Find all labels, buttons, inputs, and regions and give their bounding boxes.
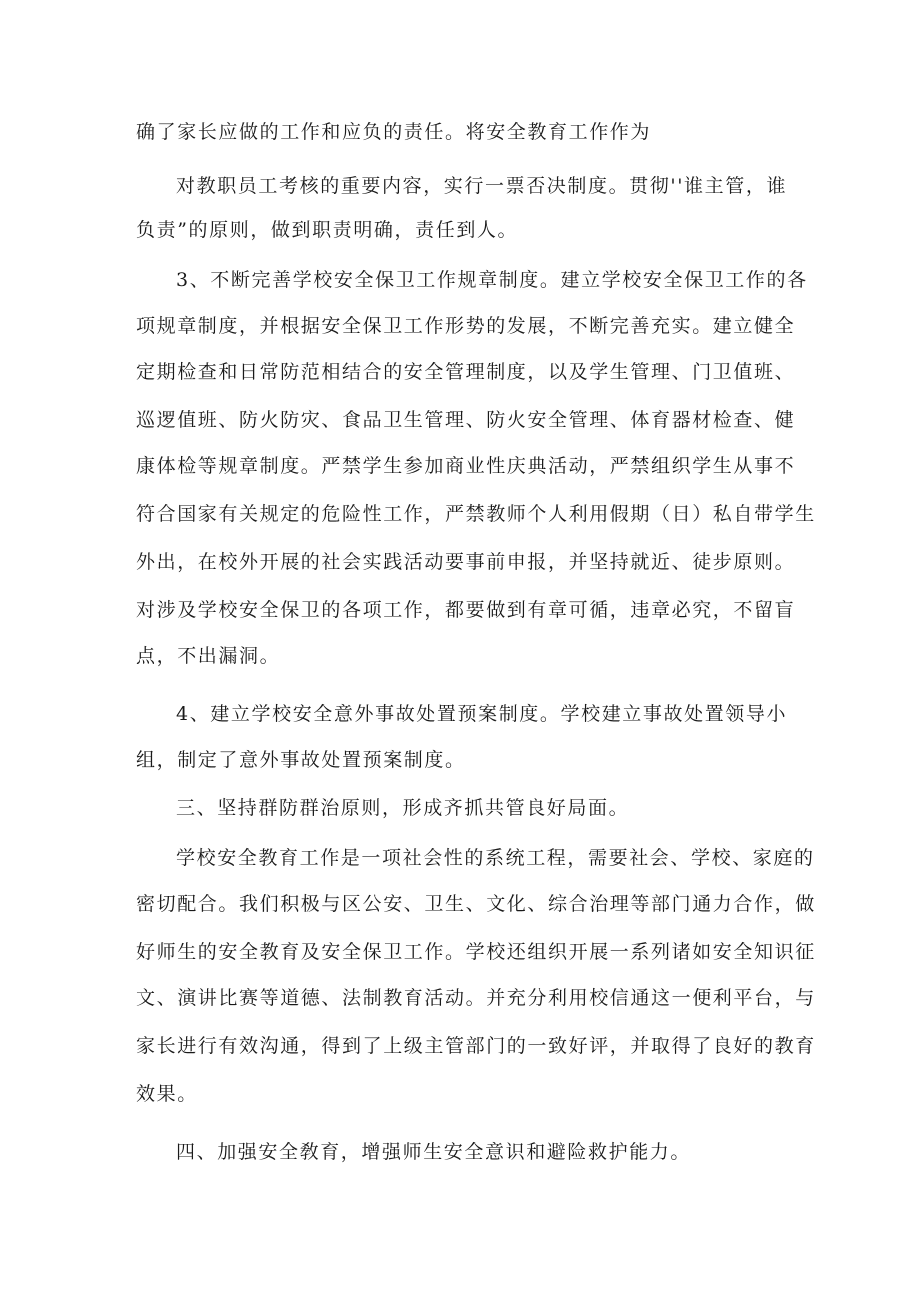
text-line: 3、不断完善学校安全保卫工作规章制度。建立学校安全保卫工作的各 xyxy=(176,269,808,291)
text-line: 学校安全教育工作是一项社会性的系统工程，需要社会、学校、家庭的 xyxy=(176,847,815,869)
text-line: 密切配合。我们积极与区公安、卫生、文化、综合治理等部门通力合作，做 xyxy=(136,893,816,915)
text-line: 点，不出漏洞。 xyxy=(136,645,281,667)
text-line: 康体检等规章制度。严禁学生参加商业性庆典活动，严禁组织学生从事不 xyxy=(136,455,796,477)
text-line: 文、演讲比赛等道德、法制教育活动。并充分利用校信通这一便利平台，与 xyxy=(136,987,816,1009)
text-line: 家长进行有效沟通，得到了上级主管部门的一致好评，并取得了良好的教育 xyxy=(136,1035,816,1057)
text-line: 外出，在校外开展的社会实践活动要事前申报，并坚持就近、徒步原则。 xyxy=(136,551,796,573)
text-line: 符合国家有关规定的危险性工作，严禁教师个人利用假期（日）私自带学生 xyxy=(136,503,816,525)
text-line: 巡逻值班、防火防灾、食品卫生管理、防火安全管理、体育器材检查、健 xyxy=(136,409,796,431)
text-line: 对涉及学校安全保卫的各项工作，都要做到有章可循，违章必究，不留盲 xyxy=(136,599,796,621)
text-line: 4、建立学校安全意外事故处置预案制度。学校建立事故处置领导小 xyxy=(176,703,788,725)
text-line: 对教职员工考核的重要内容，实行一票否决制度。贯彻''谁主管，谁 xyxy=(176,175,788,197)
text-line: 定期检查和日常防范相结合的安全管理制度，以及学生管理、门卫值班、 xyxy=(136,361,796,383)
section-heading: 三、坚持群防群治原则，形成齐抓共管良好局面。 xyxy=(176,797,630,819)
section-heading: 四、加强安全敎育，增强师生安全意识和避险救护能力。 xyxy=(176,1141,692,1163)
text-line: 项规章制度，并根据安全保卫工作形势的发展，不断完善充实。建立健全 xyxy=(136,315,796,337)
text-line: 负责”的原则，做到职责明确，责任到人。 xyxy=(136,219,519,241)
text-line: 效果。 xyxy=(136,1083,198,1105)
text-line: 确了家长应做的工作和应负的责任。将安全教育工作作为 xyxy=(136,121,652,143)
text-line: 好师生的安全教育及安全保卫工作。学校还组织开展一系列诸如安全知识征 xyxy=(136,941,816,963)
text-line: 组，制定了意外事故处置预案制度。 xyxy=(136,749,466,771)
